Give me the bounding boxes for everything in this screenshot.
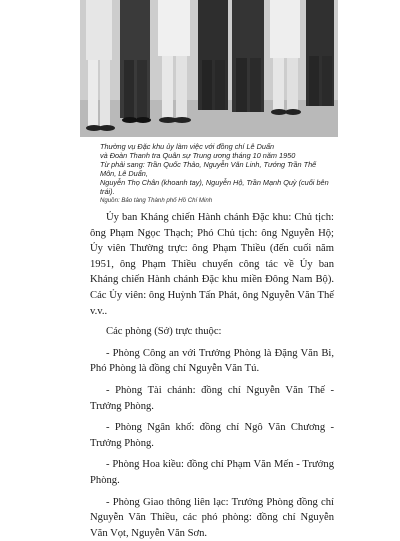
paragraph-departments-intro: Các phòng (Sở) trực thuộc: bbox=[90, 324, 334, 340]
photo-caption bbox=[100, 142, 330, 205]
photo-figures bbox=[80, 0, 338, 137]
list-item-treasury: - Phòng Ngân khố: đồng chí Ngô Văn Chương - Trưởng Phòng. bbox=[90, 420, 334, 451]
caption-line-3: Từ phải sang: Trần Quốc Thảo, Nguyễn Văn Linh, Tướng Trần Thế Môn, Lê Duẩn, bbox=[100, 160, 330, 178]
historical-group-photo bbox=[80, 0, 338, 137]
body-text bbox=[90, 210, 334, 541]
caption-line-1: Thường vụ Đặc khu ủy làm việc với đồng chí Lê Duẩn bbox=[100, 142, 330, 151]
caption-source: Nguồn: Bảo tàng Thành phố Hồ Chí Minh bbox=[100, 197, 330, 205]
list-item-finance: - Phòng Tài chánh: đồng chí Nguyễn Văn Thế - Trưởng Phòng. bbox=[90, 383, 334, 414]
list-item-communications: - Phòng Giao thông liên lạc: Trưởng Phòng đồng chí Nguyễn Văn Thiều, các phó phòng: đồng chí Nguyễn Văn Vọt, Nguyễn Văn Sơn. bbox=[90, 495, 334, 541]
caption-line-2: và Đoàn Thanh tra Quân sự Trung ương tháng 10 năm 1950 bbox=[100, 151, 330, 160]
list-item-police: - Phòng Công an với Trưởng Phòng là Đặng Văn Bi, Phó Phòng là đồng chí Nguyễn Văn Tú. bbox=[90, 346, 334, 377]
caption-line-4: Nguyễn Thọ Chân (khoanh tay), Nguyễn Hộ, Trần Mạnh Quỳ (cuối bên trái). bbox=[100, 178, 330, 196]
list-item-overseas-chinese: - Phòng Hoa kiều: đồng chí Phạm Văn Mến - Trưởng Phòng. bbox=[90, 457, 334, 488]
paragraph-committee: Ủy ban Kháng chiến Hành chánh Đặc khu: Chủ tịch: ông Phạm Ngọc Thạch; Phó Chủ tịch: ông Nguyễn Hộ; Ủy viên Thường trực: ông Phạm Thiều (đến cuối năm 1951, ông Phạm Thiều chuyển công tác về Ủy ban Kháng chiến Hành chánh Đặc khu miền Đông Nam Bộ). Các Ủy viên: ông Huỳnh Tấn Phát, ông Nguyễn Văn Thế v.v.. bbox=[90, 210, 334, 319]
